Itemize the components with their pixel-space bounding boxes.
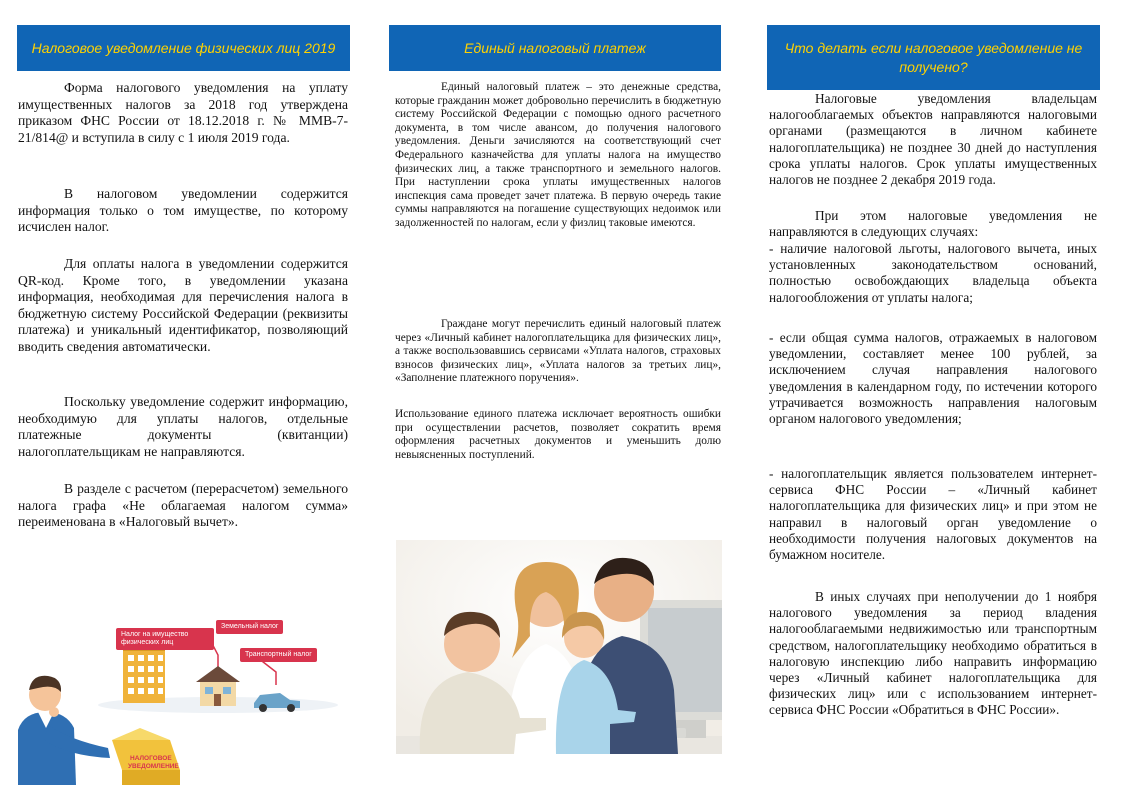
paragraph: - наличие налоговой льготы, налогового вычета, иных установленных законодательством оснований, полностью освобождающих владельца объекта налогообложения от уплаты налога;: [769, 241, 1097, 305]
column-3-header: Что делать если налоговое уведомление не получено?: [767, 25, 1100, 90]
paragraph: - налогоплательщик является пользователем интернет-сервиса ФНС России – «Личный кабинет налогоплательщика для физических лиц» и при этом не направил в налоговый орган уведомление о необходимости получения налоговых документов на бумажном носителе.: [769, 466, 1097, 563]
paragraph: Поскольку уведомление содержит информацию, необходимую для уплаты налогов, отдельные платежные документы (квитанции) налогоплательщикам не направляются.: [18, 394, 348, 459]
family-photo-svg: [396, 540, 722, 754]
box-label-2: УВЕДОМЛЕНИЕ: [128, 763, 179, 770]
paragraph: В иных случаях при неполучении до 1 ноября налогового уведомления за период владения налогооблагаемыми недвижимостью или транспортным средством, налогоплательщику необходимо обратиться в налоговую инспекцию либо направить информацию через «Личный кабинет налогоплательщика для физических лиц» или с использованием интернет-сервиса ФНС России «Обратиться в ФНС России».: [769, 589, 1097, 718]
paragraph: Использование единого платежа исключает вероятность ошибки при осуществлении расчетов, позволяет сократить время оформления расчетных документов и уменьшить долю невыясненных поступлений.: [395, 408, 721, 461]
paragraph: В налоговом уведомлении содержится информация только о том имуществе, по которому исчислен налог.: [18, 186, 348, 235]
tag-transport-tax: Транспортный налог: [240, 648, 317, 662]
tag-property-tax: Налог на имущество физических лиц: [116, 628, 214, 650]
box-label-1: НАЛОГОВОЕ: [130, 755, 172, 762]
paragraph: При этом налоговые уведомления не направляются в следующих случаях:: [769, 208, 1097, 240]
paragraph: Форма налогового уведомления на уплату имущественных налогов за 2018 год утверждена приказом ФНС России от 18.12.2018 г. № ММВ-7-21/814@ и вступила в силу с 1 июля 2019 года.: [18, 80, 348, 145]
tax-notice-illustration: [18, 600, 338, 785]
paragraph: Налоговые уведомления владельцам налогооблагаемых объектов направляются налоговыми органами (размещаются в личном кабинете налогоплательщика) не позднее 30 дней до наступления срока уплаты налогов. Срок уплаты имущественных налогов не позднее 2 декабря 2019 года.: [769, 91, 1097, 188]
paragraph: - если общая сумма налогов, отражаемых в налоговом уведомлении, составляет менее 100 рублей, за исключением случая направления налогового уведомления в календарном году, по истечении которого утрачивается возможность направления налоговым органом налогового уведомления;: [769, 330, 1097, 427]
paragraph: Граждане могут перечислить единый налоговый платеж через «Личный кабинет налогоплательщика для физических лиц», а также воспользовавшись сервисами «Уплата налогов, страховых взносов физических лиц», «Уплата налогов за третьих лиц», «Заполнение платежного поручения».: [395, 318, 721, 385]
paragraph: Единый налоговый платеж – это денежные средства, которые гражданин может добровольно перечислить в бюджетную систему Российской Федерации с помощью одного расчетного документа, в том числе авансом, до получения налогового уведомления. Деньги зачисляются на соответствующий счет Федерального казначейства для уплаты налога на имущество физических лиц, а также транспортного и земельного налогов. При наступлении срока уплаты имущественных налогов инспекция сама проведет зачет платежа. В первую очередь такие суммы направляются на погашение существующих недоимок или задолженностей по налогам, если у физлиц таковые имеются.: [395, 81, 721, 229]
paragraph: В разделе с расчетом (перерасчетом) земельного налога графа «Не облагаемая налогом сумма» переименована в «Налоговый вычет».: [18, 481, 348, 530]
family-computer-photo: [396, 540, 722, 754]
column-1-header: Налоговое уведомление физических лиц 2019: [17, 25, 350, 71]
tag-land-tax: Земельный налог: [216, 620, 283, 634]
paragraph: Для оплаты налога в уведомлении содержится QR-код. Кроме того, в уведомлении указана информация, необходимая для перечисления налога в бюджетную систему Российской Федерации (реквизиты платежа) и уникальный идентификатор, позволяющий вводить сведения автоматически.: [18, 256, 348, 354]
column-2-header: Единый налоговый платеж: [389, 25, 721, 71]
